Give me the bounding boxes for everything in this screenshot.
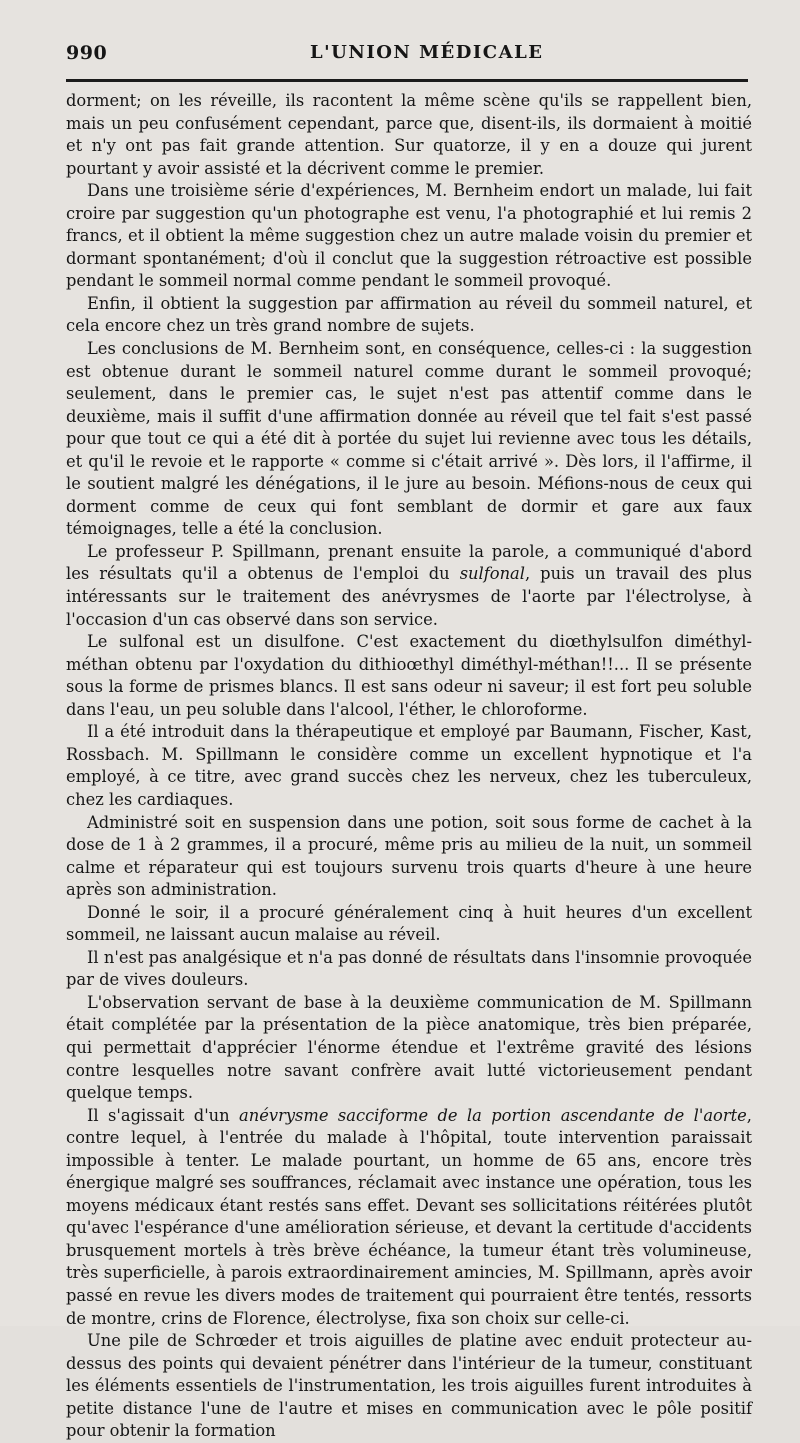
paragraph: Il a été introduit dans la thérapeutique et employé par Baumann, Fischer, Kast, Rossbach. M. Spillmann le considère comme un excellent hypnotique et l'a employé, à ce titre, avec grand succès chez les nerveux, chez les tuberculeux, chez les cardiaques.	[66, 722, 752, 809]
paragraph: Il n'est pas analgésique et n'a pas donné de résultats dans l'insomnie provoquée par de vives douleurs.	[66, 947, 752, 990]
paragraph-text: , contre lequel, à l'entrée du malade à l'hôpital, toute intervention paraissait impossible à tenter. Le malade pourtant, un homme de 65 ans, encore très énergique malgré ses souffrances, réclamait avec instance une opération, tous les moyens médicaux étant restés sans effet. Devant ses sollicitations réitérées plutôt qu'avec l'espérance d'une amélioration sérieuse, et devant la certitude d'accidents brusquement mortels à très brève échéance, la tumeur étant très volumineuse, très superficielle, à parois extraordinairement amincies, M. Spillmann, après avoir passé en revue les divers modes de traitement qui pourraient être tentés, ressorts de montre, crins de Florence, électrolyse, fixa son choix sur celle-ci.	[66, 1105, 752, 1328]
paragraph-text: Il s'agissait d'un	[87, 1105, 240, 1125]
paragraph: Le sulfonal est un disulfone. C'est exactement du diœthylsulfon diméthyl-méthan obtenu par l'oxydation du dithioœthyl diméthyl-méthan!!... Il se présente sous la forme de prismes blancs. Il est sans odeur ni saveur; il est fort peu soluble dans l'eau, un peu soluble dans l'alcool, l'éther, le chloroforme.	[66, 632, 752, 719]
italic-term: sulfonal	[459, 564, 525, 584]
paragraph: Administré soit en suspension dans une potion, soit sous forme de cachet à la dose de 1 à 2 grammes, il a procuré, même pris au milieu de la nuit, un sommeil calme et réparateur qui est toujours survenu trois quarts d'heure à une heure après son administration.	[66, 812, 752, 900]
paragraph-text: , puis un travail des plus intéressants sur le traitement des anévrysmes de l'aorte par l'électrolyse, à l'occasion d'un cas observé dans son service.	[66, 564, 752, 629]
paragraph: Dans une troisième série d'expériences, M. Bernheim endort un malade, lui fait croire par suggestion qu'un photographe est venu, l'a photographié et lui remis 2 francs, et il obtient la même suggestion chez un autre malade voisin du premier et dormant spontanément; d'où il conclut que la suggestion rétroactive est possible pendant le sommeil normal comme pendant le sommeil provoqué.	[66, 181, 752, 291]
paragraph: Enfin, il obtient la suggestion par affirmation au réveil du sommeil naturel, et cela encore chez un très grand nombre de sujets.	[66, 293, 752, 336]
paragraph-text: Le professeur P. Spillmann, prenant ensuite la parole, a communiqué d'abord les résultats qu'il a obtenus de l'emploi du	[66, 541, 752, 584]
paragraph	[66, 1105, 752, 1330]
page-number: 990	[66, 42, 108, 64]
paragraph: dorment; on les réveille, ils racontent la même scène qu'ils se rappellent bien, mais un peu confusément cependant, parce que, disent-ils, ils dormaient à moitié et n'y ont pas fait grande attention. Sur quatorze, il y en a douze qui jurent pourtant y avoir assisté et la décrivent comme le premier.	[66, 91, 752, 178]
header-rule	[66, 79, 748, 82]
italic-term: anévrysme sacciforme de la portion ascendante de l'aorte	[239, 1105, 747, 1125]
paragraph: Donné le soir, il a procuré généralement cinq à huit heures d'un excellent sommeil, ne laissant aucun malaise au réveil.	[66, 902, 752, 945]
journal-title: L'UNION MÉDICALE	[310, 42, 544, 63]
running-header	[66, 38, 758, 68]
paragraph: Une pile de Schrœder et trois aiguilles de platine avec enduit protecteur au-dessus des points qui devaient pénétrer dans l'intérieur de la tumeur, constituant les éléments essentiels de l'instrumentation, les trois aiguilles furent introduites à petite distance l'une de l'autre et mises en communication avec le pôle positif pour obtenir la formation	[66, 1331, 752, 1441]
paragraph	[66, 541, 752, 631]
paragraph: Les conclusions de M. Bernheim sont, en conséquence, celles-ci : la suggestion est obtenue durant le sommeil naturel comme durant le sommeil provoqué; seulement, dans le premier cas, le sujet n'est pas attentif comme dans le deuxième, mais il suffit d'une affirmation donnée au réveil que tel fait s'est passé pour que tout ce qui a été dit à portée du sujet lui revienne avec tous les détails, et qu'il le revoie et le rapporte « comme si c'était arrivé ». Dès lors, il l'affirme, il le soutient malgré les dénégations, il le jure au besoin. Méfions-nous de ceux qui dorment comme de ceux qui font semblant de dormir et gare aux faux témoignages, telle a été la conclusion.	[66, 339, 752, 539]
article-body	[66, 90, 752, 1443]
paragraph: L'observation servant de base à la deuxième communication de M. Spillmann était complétée par la présentation de la pièce anatomique, très bien préparée, qui permettait d'apprécier l'énorme étendue et l'extrême gravité des lésions contre lesquelles notre savant confrère avait lutté victorieusement pendant quelque temps.	[66, 992, 752, 1103]
